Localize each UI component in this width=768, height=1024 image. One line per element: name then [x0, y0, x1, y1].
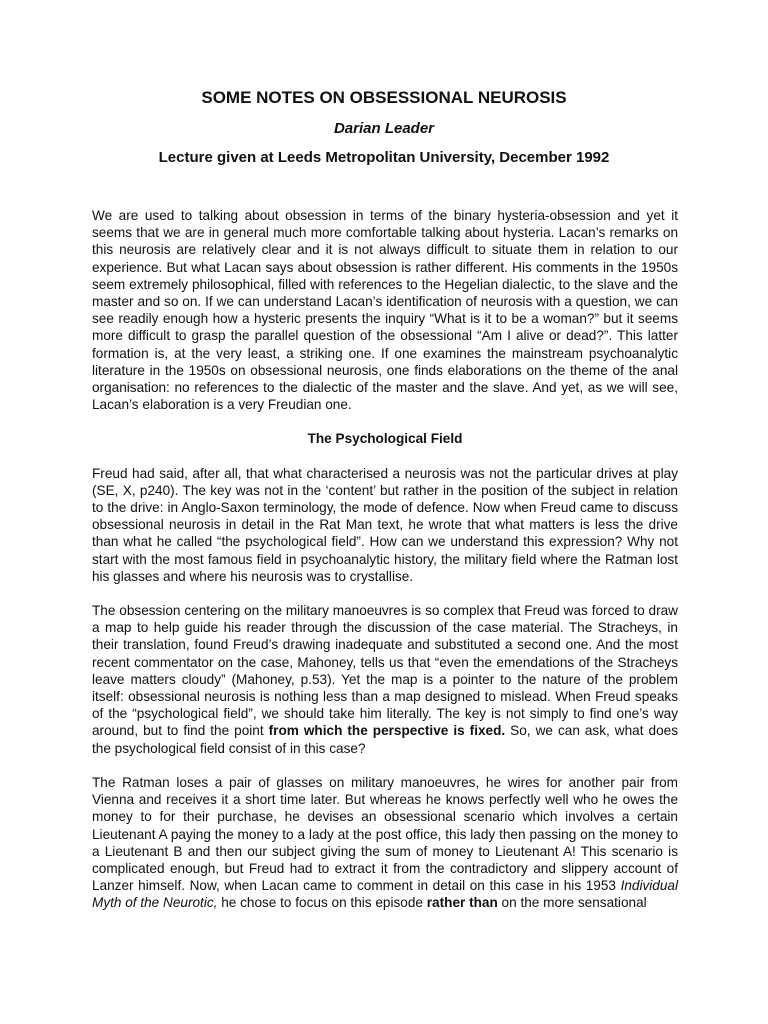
paragraph-military-manoeuvres: [92, 602, 678, 757]
bold-text-run: from which the perspective is fixed.: [268, 723, 506, 739]
text-run: on the more sensational: [497, 895, 647, 911]
paragraph-intro: We are used to talking about obsession in terms of the binary hysteria-obsession and yet it seems that we are in general much more comfortable talking about hysteria. Lacan’s remarks on this neurosis are relatively clear and it is not always difficult to situate them in relation to our experience. But what Lacan says about obsession is rather different. His comments in the 1950s seem extremely philosophical, filled with references to the Hegelian dialectic, to the slave and the master and so on. If we can understand Lacan’s identification of neurosis with a question, we can see readily enough how a hysteric presents the inquiry “What is it to be a woman?” but it seems more difficult to grasp the parallel question of the obsessional “Am I alive or dead?”. This latter formation is, at the very least, a striking one. If one examines the mainstream psychoanalytic literature in the 1950s on obsessional neurosis, one finds elaborations on the theme of the anal organisation: no references to the dialectic of the master and the slave. And yet, as we will see, Lacan’s elaboration is a very Freudian one.: [92, 208, 678, 413]
paragraph-ratman-glasses: [92, 774, 678, 912]
text-run: The Ratman loses a pair of glasses on military manoeuvres, he wires for another pair from Vienna and receives it a short time later. But whereas he knows perfectly well who he owes the money to for their purchase, he devises an obsessional scenario which involves a certain Lieutenant A paying the money to a lady at the post office, this lady then passing on the money to a Lieutenant B and then our subject giving the sum of money to Lieutenant A! This scenario is complicated enough, but Freud had to extract it from the contradictory and slippery account of Lanzer himself. Now, when Lacan came to comment in detail on this case in his 1953: [92, 774, 678, 894]
lecture-subtitle: Lecture given at Leeds Metropolitan University, December 1992: [158, 149, 610, 166]
text-run: So, we can ask, what does the psychological field consist of in this case?: [92, 723, 678, 756]
text-run: The obsession centering on the military manoeuvres is so complex that Freud was forced to draw a map to help guide his reader through the discussion of the case material. The Stracheys, in their translation, found Freud’s drawing inadequate and substituted a second one. And the most recent commentator on the case, Mahoney, tells us that “even the emendations of the Stracheys leave matters cloudy” (Mahoney, p.53). Yet the map is a pointer to the nature of the problem itself: obsessional neurosis is nothing less than a map designed to mislead. When Freud speaks of the “psychological field”, we should take him literally. The key is not simply to find one’s way around, but to find the point: [92, 603, 678, 739]
author-name: Darian Leader: [333, 120, 435, 137]
paragraph-psychological-field: Freud had said, after all, that what characterised a neurosis was not the particular drives at play (SE, X, p240). The key was not in the ‘content’ but rather in the position of the subject in relation to the drive: in Anglo-Saxon terminology, the mode of defence. Now when Freud came to discuss obsessional neurosis in detail in the Rat Man text, he wrote that what matters is less the drive than what he called “the psychological field”. How can we understand this expression? Why not start with the most famous field in psychoanalytic history, the military field where the Ratman lost his glasses and where his neurosis was to crystallise.: [92, 465, 678, 584]
document-title: SOME NOTES ON OBSESSIONAL NEUROSIS: [201, 88, 567, 107]
italic-text-run: Individual Myth of the Neurotic,: [92, 878, 678, 911]
bold-text-run: rather than: [426, 895, 498, 911]
section-heading: The Psychological Field: [307, 431, 463, 447]
document-body: [92, 207, 678, 929]
text-run: he chose to focus on this episode: [217, 895, 427, 911]
